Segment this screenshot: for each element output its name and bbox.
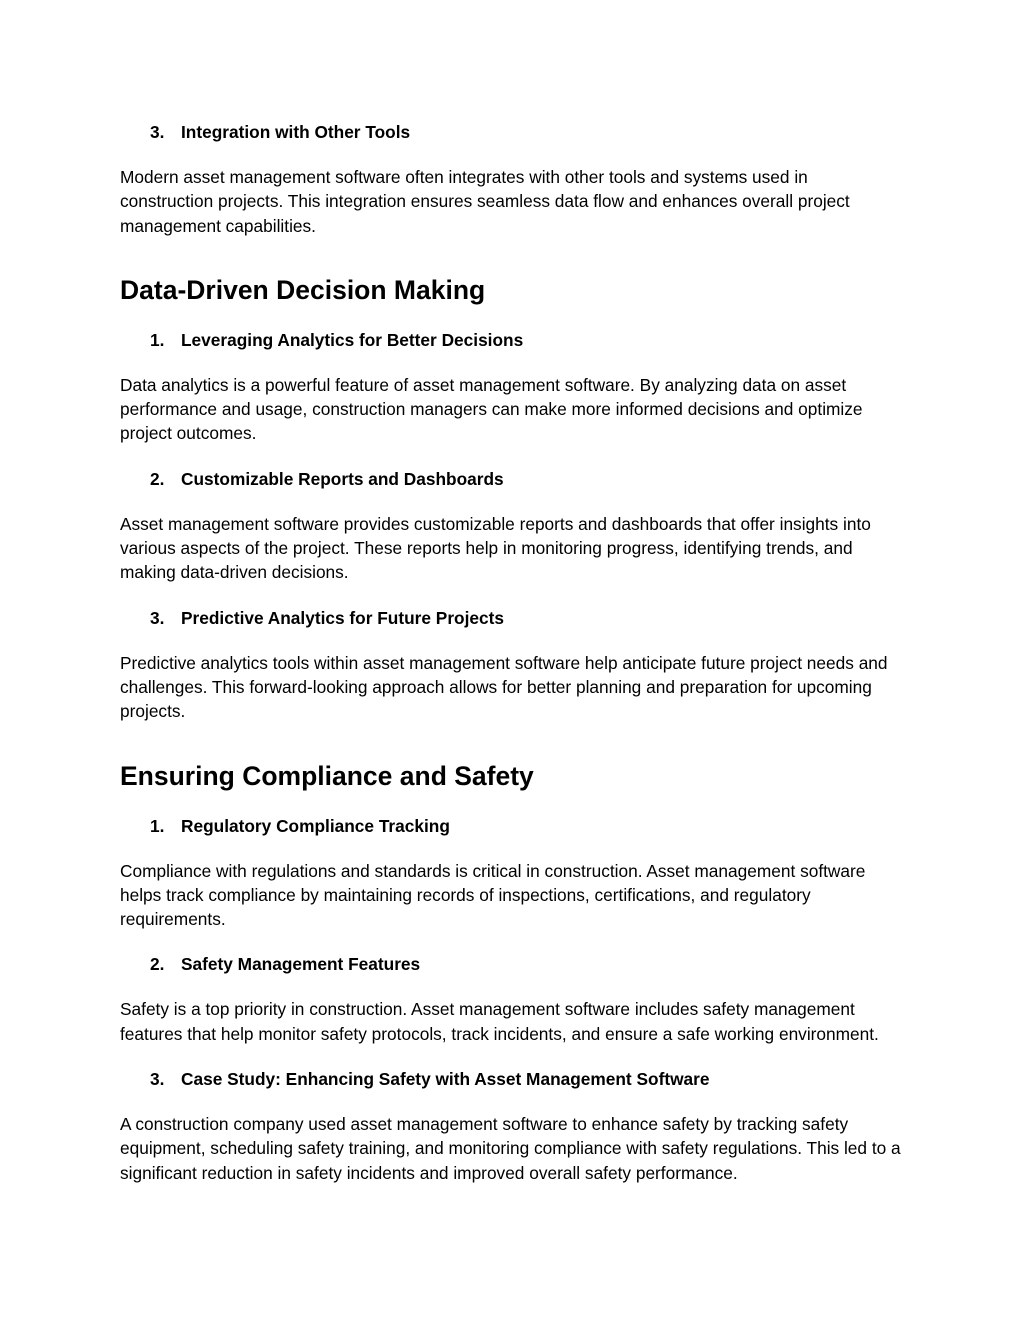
paragraph-leveraging-analytics: Data analytics is a powerful feature of asset management software. By analyzing data on asset performance and usage, construction managers can make more informed decisions and optimize project outcomes. bbox=[120, 374, 863, 444]
list-number: 1. bbox=[150, 815, 165, 836]
list-number: 2. bbox=[150, 954, 165, 975]
subheading-reports-dashboards bbox=[150, 467, 904, 491]
list-number: 3. bbox=[150, 1069, 165, 1090]
paragraph-reports-dashboards: Asset management software provides customizable reports and dashboards that offer insights into various aspects of the project. These reports help in monitoring progress, identifying trends, and making data-driven decisions. bbox=[120, 513, 871, 583]
subheading-text: Case Study: Enhancing Safety with Asset Management Software bbox=[181, 1069, 710, 1090]
subheading-safety-management bbox=[150, 952, 904, 976]
subheading-text: Predictive Analytics for Future Projects bbox=[181, 607, 505, 628]
paragraph-predictive-analytics: Predictive analytics tools within asset management software help anticipate future project needs and challenges. This forward-looking approach allows for better planning and preparation for upcoming projects. bbox=[120, 652, 888, 722]
paragraph-case-study: A construction company used asset management software to enhance safety by tracking safety equipment, scheduling safety training, and monitoring compliance with safety regulations. This led to a significant reduction in safety incidents and improved overall safety performance. bbox=[120, 1114, 901, 1183]
subheading-text: Leveraging Analytics for Better Decisions bbox=[181, 329, 524, 350]
subheading-text: Integration with Other Tools bbox=[181, 122, 411, 142]
list-number: 1. bbox=[150, 329, 165, 350]
list-number: 3. bbox=[150, 607, 165, 628]
subheading-text: Safety Management Features bbox=[181, 954, 421, 975]
paragraph-integration: Modern asset management software often integrates with other tools and systems used in construction projects. This integration ensures seamless data flow and enhances overall project management capabilities. bbox=[120, 167, 850, 236]
subheading-regulatory-compliance bbox=[150, 814, 904, 838]
section-heading-compliance-safety: Ensuring Compliance and Safety bbox=[120, 760, 534, 791]
subheading-leveraging-analytics bbox=[150, 328, 904, 352]
subheading-text: Customizable Reports and Dashboards bbox=[181, 468, 504, 489]
subheading-predictive-analytics bbox=[150, 606, 904, 630]
list-number: 2. bbox=[150, 468, 165, 489]
subheading-case-study bbox=[150, 1067, 904, 1091]
paragraph-safety-management: Safety is a top priority in construction. Asset management software includes safety management features that help monitor safety protocols, track incidents, and ensure a safe working environment. bbox=[120, 999, 879, 1044]
paragraph-regulatory-compliance: Compliance with regulations and standards is critical in construction. Asset management software helps track compliance by maintaining records of inspections, certifications, and regulatory requirements. bbox=[120, 860, 866, 930]
subheading-text: Regulatory Compliance Tracking bbox=[181, 815, 450, 836]
list-number: 3. bbox=[150, 122, 165, 142]
section-heading-data-driven: Data-Driven Decision Making bbox=[120, 274, 486, 305]
subheading-integration bbox=[150, 120, 904, 144]
